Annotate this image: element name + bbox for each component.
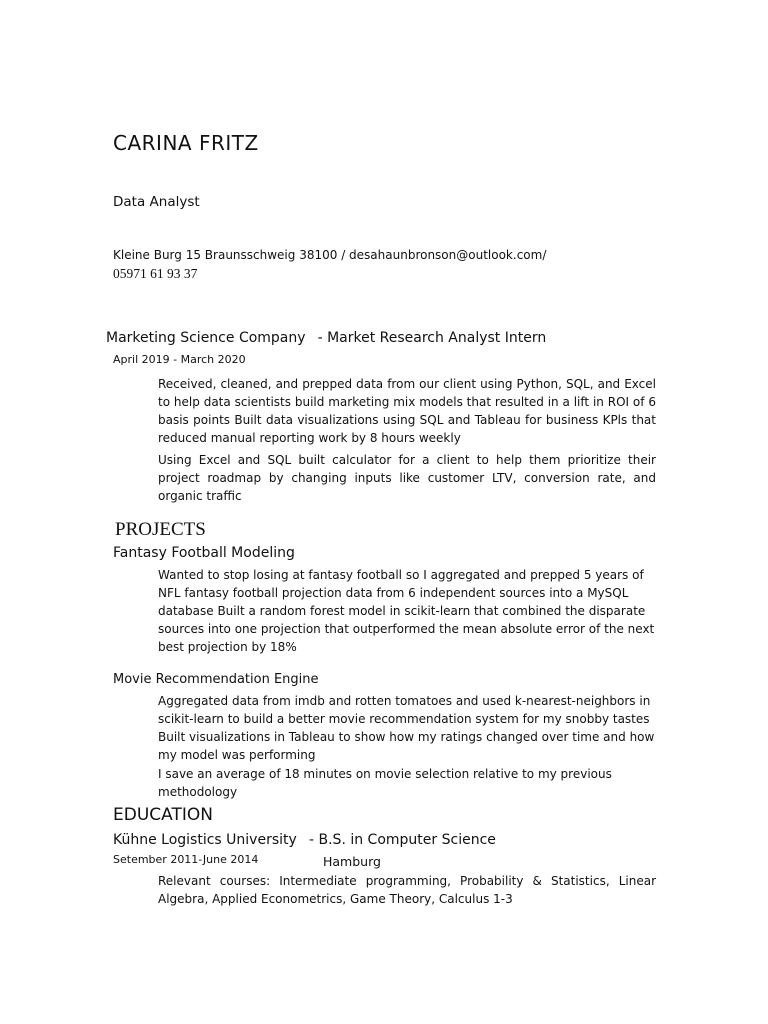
experience-heading	[106, 330, 546, 346]
education-city: Hamburg	[323, 854, 381, 869]
experience-dates: April 2019 - March 2020	[113, 353, 246, 366]
education-dates: Setember 2011-June 2014	[113, 853, 259, 866]
project-description: I save an average of 18 minutes on movie selection relative to my previous methodology	[158, 767, 612, 799]
education-courses: Relevant courses: Intermediate programming, Probability & Statistics, Linear Algebra, Applied Econometrics, Game Theory, Calculus 1-3	[158, 874, 656, 906]
education-heading: EDUCATION	[113, 805, 213, 825]
job-role: Data Analyst	[113, 194, 200, 210]
contact-line: Kleine Burg 15 Braunsschweig 38100 / desahaunbronson@outlook.com/	[113, 248, 547, 262]
project-title: Movie Recommendation Engine	[113, 672, 319, 687]
project-title: Fantasy Football Modeling	[113, 545, 295, 561]
school-name: Kühne Logistics University	[113, 832, 297, 848]
project-description: Aggregated data from imdb and rotten tomatoes and used k-nearest-neighbors in scikit-learn to build a better movie recommendation system for my snobby tastes Built visualizations in Tableau to show how my ratings changed over time and how my model was performing	[158, 694, 655, 762]
experience-bullet: Received, cleaned, and prepped data from our client using Python, SQL, and Excel to help data scientists build marketing mix models that resulted in a lift in ROI of 6 basis points Built data visualizations using SQL and Tableau for business KPls that reduced manual reporting work by 8 hours weekly	[158, 377, 656, 445]
project-description: Wanted to stop losing at fantasy football so I aggregated and prepped 5 years of NFL fantasy football projection data from 6 independent sources into a MySQL database Built a random forest model in scikit-learn that combined the disparate sources into one projection that outperformed the mean absolute error of the next best projection by 18%	[158, 568, 655, 654]
experience-bullet: Using Excel and SQL built calculator for a client to help them prioritize their project roadmap by changing inputs like customer LTV, conversion rate, and organic traffic	[158, 453, 656, 503]
company-name: Marketing Science Company	[106, 330, 306, 346]
candidate-name: CARINA FRITZ	[113, 131, 259, 155]
degree-title: - B.S. in Computer Science	[309, 832, 496, 848]
projects-heading: PROJECTS	[115, 519, 206, 540]
phone-number: 05971 61 93 37	[113, 266, 198, 281]
position-title: - Market Research Analyst Intern	[317, 330, 547, 346]
